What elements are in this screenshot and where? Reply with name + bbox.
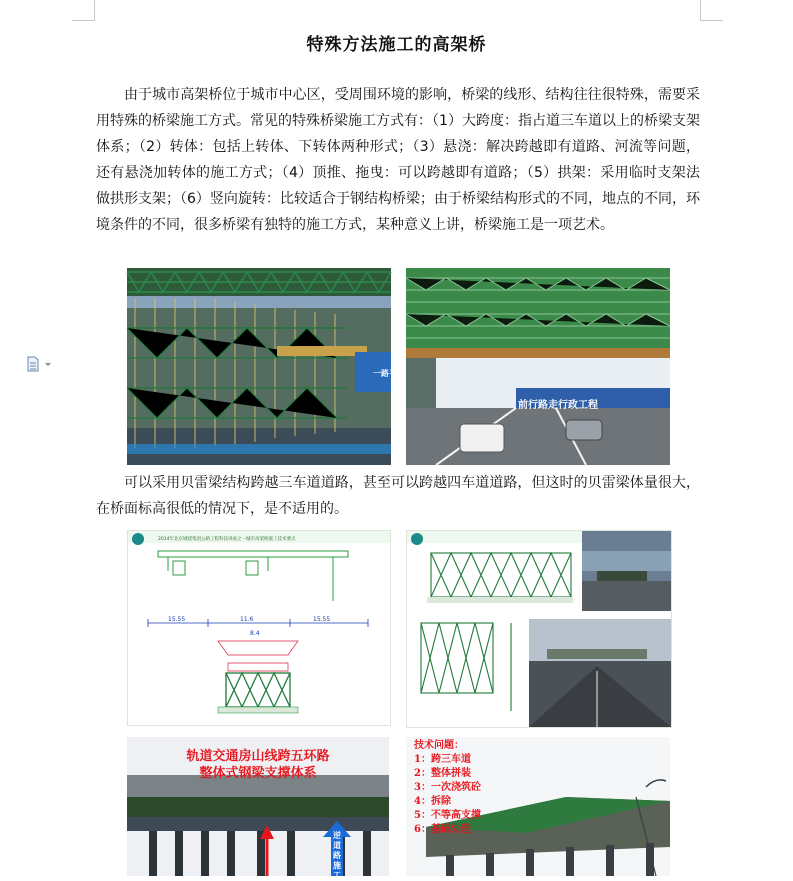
crop-mark-top-right bbox=[700, 0, 723, 21]
tech-item-5: 5：不等高支撑 bbox=[414, 810, 481, 821]
document-title: 特殊方法施工的高架桥 bbox=[306, 35, 487, 55]
dim-3: 15.55 bbox=[313, 616, 331, 623]
photo5-caption-line2: 整体式钢梁支撑体系 bbox=[199, 766, 317, 781]
drawing-header-text: 2014年北京城建集团公路工程科技讲座之一城市高架桥施工技术要点 bbox=[158, 537, 296, 542]
tech-issues-list bbox=[414, 739, 481, 837]
photo1-sign: 一路平 bbox=[373, 369, 397, 378]
paragraph-bailey: 可以采用贝雷梁结构跨越三车道道路，甚至可以跨越四车道道路，但这时的贝雷梁体量很大，在桥面标高很低的情况下，是不适用的。 bbox=[96, 475, 700, 517]
tech-item-2: 2：整体拼装 bbox=[414, 768, 471, 779]
photo-bailey-scaffold bbox=[127, 268, 397, 465]
photo-steel-deck-road bbox=[406, 268, 670, 465]
photo-rail-crossing bbox=[127, 737, 389, 880]
tech-item-4: 4：拆除 bbox=[414, 796, 451, 807]
paragraph-options-icon[interactable] bbox=[26, 356, 54, 372]
drawing-cross-section bbox=[127, 530, 391, 726]
photo5-caption-line1: 轨道交通房山线跨五环路 bbox=[186, 749, 330, 764]
drawing-with-site-photos bbox=[406, 530, 672, 728]
photo-technical-issues bbox=[406, 737, 670, 876]
crop-mark-top-left bbox=[72, 0, 95, 21]
dim-4: 8.4 bbox=[250, 630, 260, 637]
photo5-vertical-label: 逆道路施工 bbox=[333, 831, 341, 880]
tech-item-6: 6：基础处理 bbox=[414, 824, 471, 835]
dim-1: 15.55 bbox=[168, 616, 186, 623]
dim-2: 11.6 bbox=[240, 616, 254, 623]
tech-item-1: 1：跨三车道 bbox=[414, 754, 471, 765]
tech-item-3: 3：一次浇筑砼 bbox=[414, 782, 481, 793]
tech-title: 技术问题： bbox=[414, 740, 464, 751]
paragraph-intro: 由于城市高架桥位于城市中心区，受周围环境的影响，桥梁的线形、结构往往很特殊，需要采用特殊的桥梁施工方式。常见的特殊桥梁施工方式有：（1）大跨度：指占道三车道以上的桥梁支架体系；（2）转体：包括上转体、下转体两种形式；（3）悬浇：解决跨越即有道路、河流等问题，还有悬浇加转体的施工方式；（4）顶推、拖曳：可以跨越即有道路；（5）拱架：采用临时支架法做拱形支架；（6）竖向旋转：比较适合于钢结构桥梁；由于桥梁结构形式的不同，地点的不同，环境条件的不同，很多桥梁有独特的施工方式，某种意义上讲，桥梁施工是一项艺术。 bbox=[96, 87, 700, 233]
photo2-sign: 前行路走行政工程 bbox=[518, 400, 598, 411]
